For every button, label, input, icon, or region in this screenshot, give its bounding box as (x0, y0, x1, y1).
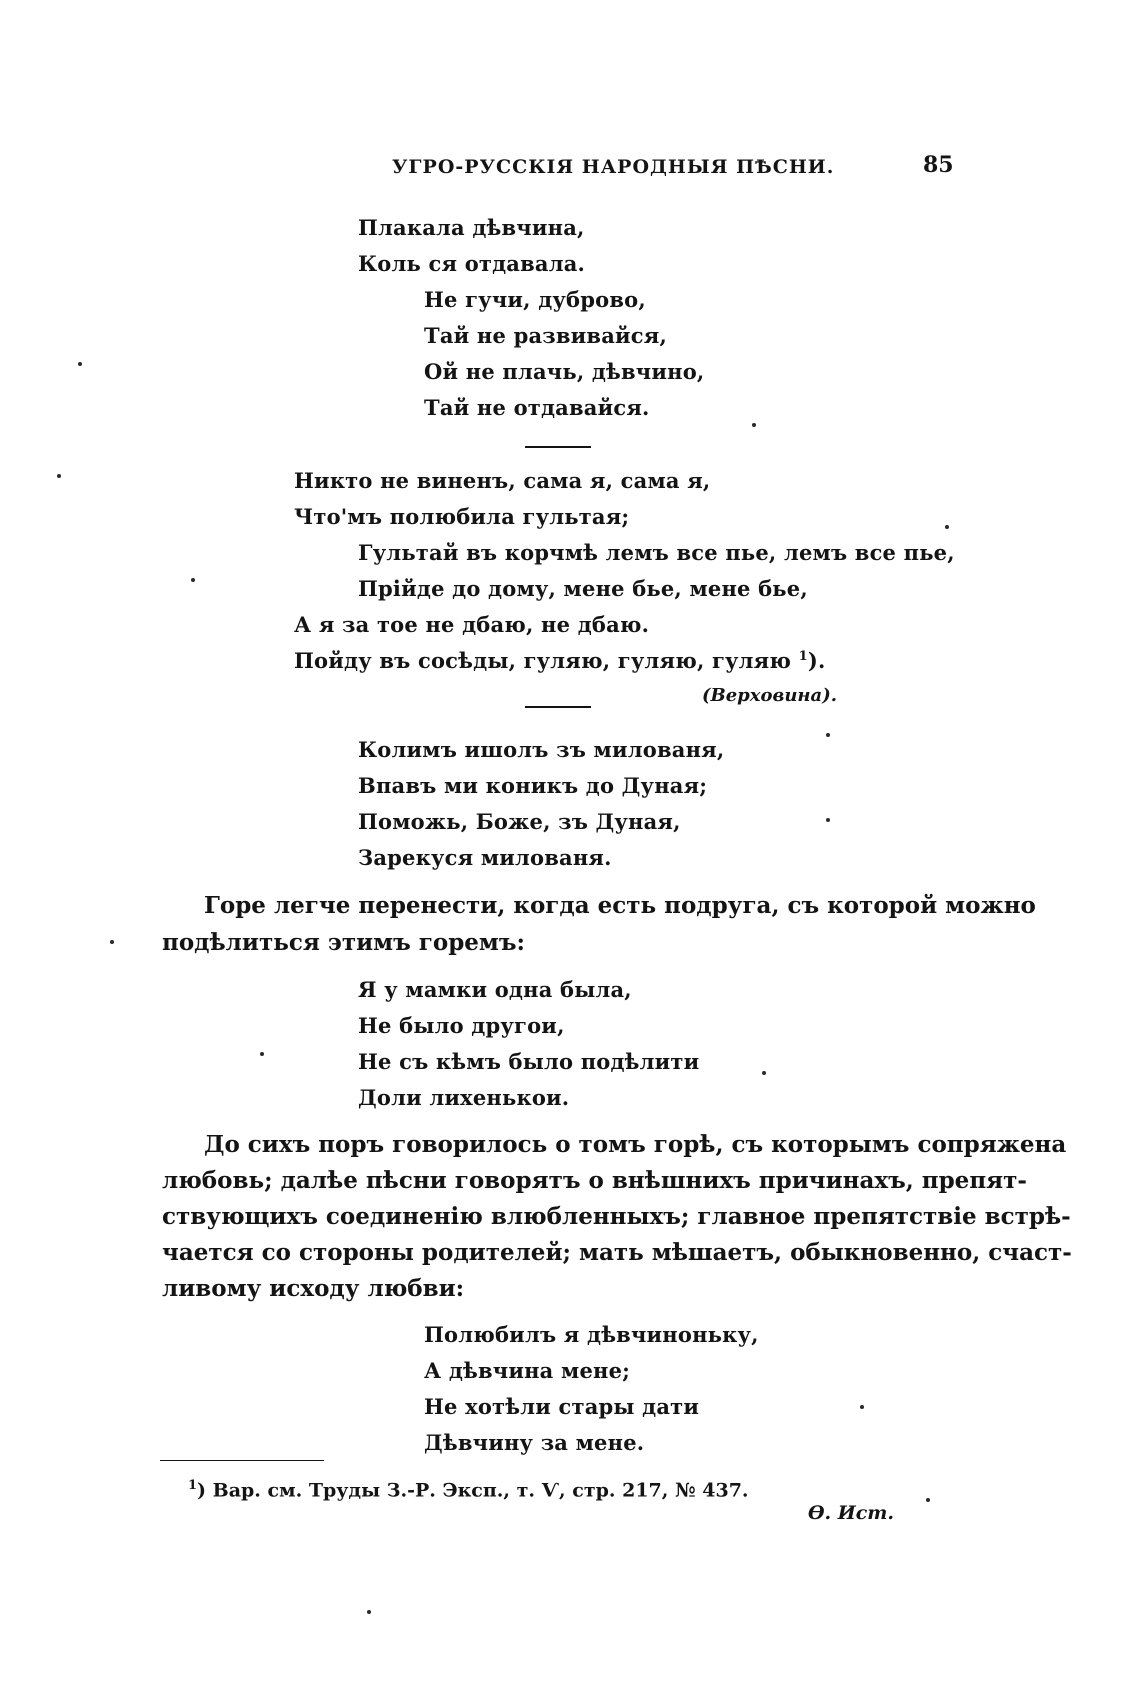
prose-line: Горе легче перенести, когда есть подруга, съ которой можно (204, 892, 1036, 919)
prose-line: чается со стороны родителей; мать мѣшаетъ, обыкновенно, счаст- (162, 1239, 1072, 1266)
footnote (188, 1478, 749, 1501)
footnote-marker: 1 (188, 1478, 198, 1493)
scan-speck (752, 423, 756, 427)
footnote-mark: 1 (798, 649, 808, 664)
verse-line: Я у мамки одна была, (358, 977, 632, 1002)
prose-line: ствующихъ соединенію влюбленныхъ; главное препятствіе встрѣ- (162, 1203, 1071, 1230)
scan-speck (78, 362, 82, 366)
verse-line: Плакала дѣвчина, (358, 215, 585, 240)
verse-line: Никто не виненъ, сама я, сама я, (294, 468, 711, 493)
verse-line (294, 648, 826, 673)
verse-line: Поможь, Боже, зъ Дуная, (358, 809, 681, 834)
scan-speck (367, 1610, 371, 1614)
verse-line: Коль ся отдавала. (358, 251, 586, 276)
footnote-mark-close: ). (807, 648, 826, 673)
verse-line: Не съ кѣмъ было подѣлити (358, 1049, 700, 1074)
scan-speck (260, 1052, 264, 1056)
verse-line: Не хотѣли стары дати (424, 1394, 700, 1419)
verse-line: А я за тое не дбаю, не дбаю. (294, 612, 650, 637)
verse-line: Тай не отдавайся. (424, 395, 650, 420)
verse-line: Зарекуся милованя. (358, 845, 612, 870)
running-header-title: УГРО-РУССКІЯ НАРОДНЫЯ ПѢСНИ. (392, 156, 835, 178)
verse-line: Прійде до дому, мене бье, мене бье, (358, 576, 808, 601)
scan-speck (860, 1405, 864, 1409)
verse-line: Доли лихенькои. (358, 1085, 570, 1110)
verse-line: Не было другои, (358, 1013, 565, 1038)
verse-line: Колимъ ишолъ зъ милованя, (358, 737, 725, 762)
prose-line: ливому исходу любви: (162, 1275, 465, 1302)
verse-line: Ой не плачь, дѣвчино, (424, 359, 705, 384)
author-signature: Ѳ. Ист. (808, 1502, 895, 1524)
scan-speck (926, 1498, 930, 1502)
section-divider (525, 446, 591, 448)
scan-speck (762, 1071, 766, 1075)
page-number: 85 (923, 152, 954, 178)
verse-line: Дѣвчину за мене. (424, 1430, 645, 1455)
verse-line: Тай не развивайся, (424, 323, 668, 348)
section-divider (525, 706, 591, 708)
verse-line: Не гучи, дуброво, (424, 287, 646, 312)
verse-attribution: (Верховина). (702, 685, 837, 706)
verse-line: Гультай въ корчмѣ лемъ все пье, лемъ все пье, (358, 540, 955, 565)
scan-speck (191, 578, 195, 582)
verse-line: Что'мъ полюбила гультая; (294, 504, 630, 529)
scan-speck (826, 818, 830, 822)
verse-line: Полюбилъ я дѣвчиноньку, (424, 1322, 759, 1347)
footnote-text: ) Вар. см. Труды З.-Р. Эксп., т. Ѵ, стр. 217, № 437. (197, 1479, 749, 1502)
scan-speck (110, 940, 114, 944)
footnote-rule (160, 1460, 324, 1461)
scan-speck (57, 474, 61, 478)
verse-line: А дѣвчина мене; (424, 1358, 631, 1383)
prose-line: подѣлиться этимъ горемъ: (162, 929, 526, 956)
verse-line: Впавъ ми коникъ до Дуная; (358, 773, 708, 798)
verse-line-text: Пойду въ сосѣды, гуляю, гуляю, гуляю (294, 648, 792, 673)
prose-line: До сихъ поръ говорилось о томъ горѣ, съ которымъ сопряжена (204, 1131, 1067, 1158)
prose-line: любовь; далѣе пѣсни говорятъ о внѣшнихъ причинахъ, препят- (162, 1167, 1027, 1194)
scan-speck (945, 525, 949, 529)
scan-speck (826, 733, 830, 737)
